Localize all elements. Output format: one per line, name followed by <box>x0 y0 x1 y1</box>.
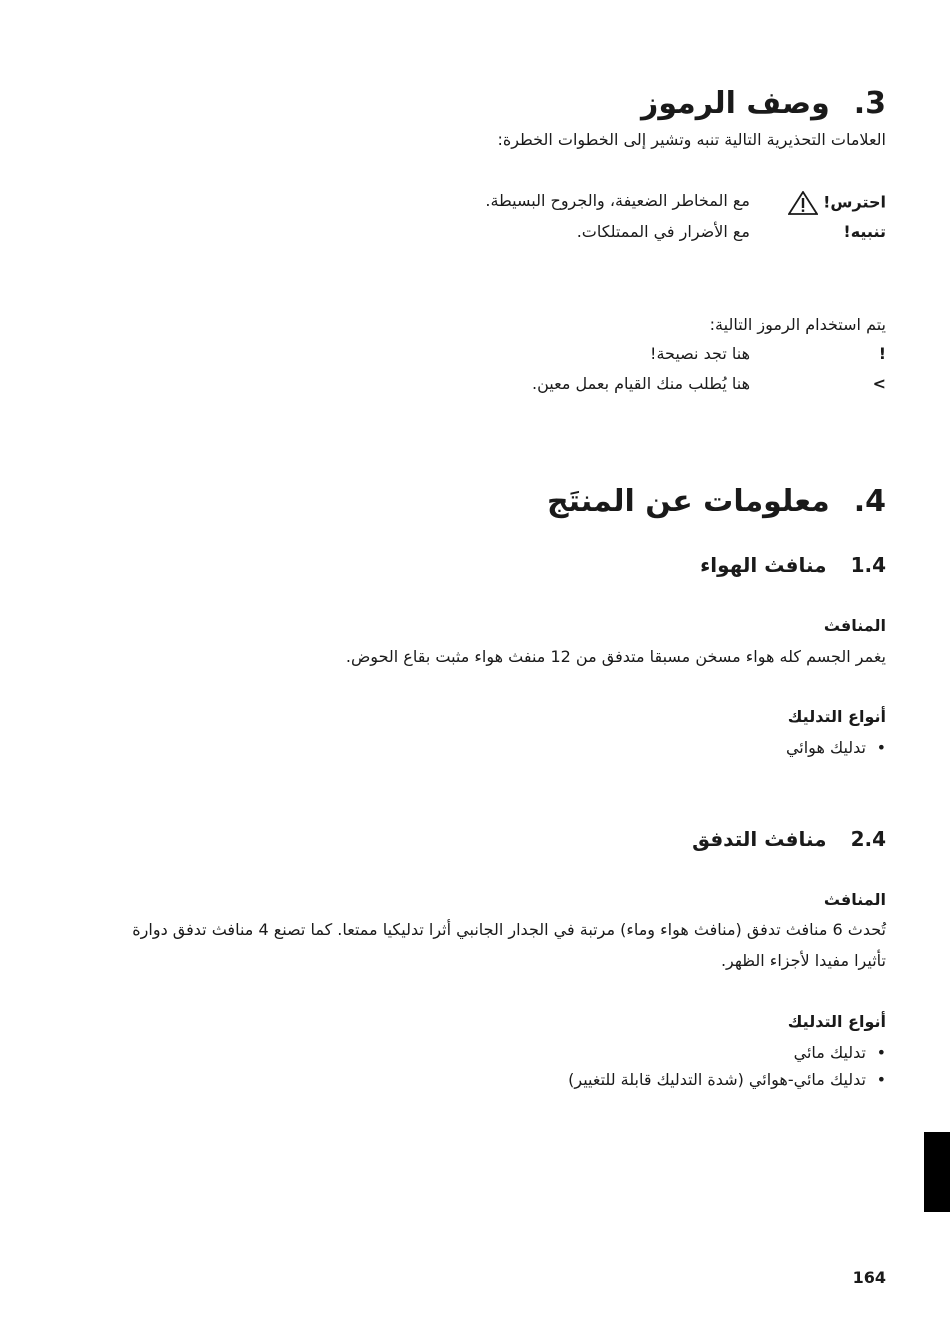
warning-row-caution <box>64 191 886 215</box>
section-3-intro: العلامات التحذيرية التالية تنبه وتشير إلى الخطوات الخطرة: <box>497 130 886 149</box>
subsection-4-2-heading <box>692 827 886 851</box>
warning-triangle-icon <box>788 191 818 215</box>
subsection-4-2-title: منافث التدفق <box>692 827 827 851</box>
symbol-row-tip <box>64 344 886 368</box>
page-number: 164 <box>852 1268 886 1287</box>
warning-row-notice <box>64 222 886 246</box>
sub2-types-heading: أنواع التدليك <box>787 1012 886 1031</box>
section-4-title: معلومات عن المنتَج <box>547 484 830 519</box>
sub2-nozzles-text-line2: تأثيرا مفيدا لأجزاء الظهر. <box>720 951 886 970</box>
list-item: • تدليك مائي <box>568 1043 886 1062</box>
symbol-action: > <box>872 374 886 393</box>
sub2-nozzles-heading: المنافث <box>823 890 886 909</box>
section-4-number: 4. <box>853 484 886 519</box>
section-3-number: 3. <box>853 86 886 121</box>
section-3-heading <box>641 86 886 121</box>
sub2-nozzles-text-line1: تُحدث 6 منافث تدفق (منافث هواء وماء) مرتبة في الجدار الجانبي أثرا تدليكيا ممتعا. كما تصنع 4 منافث تدفق دوارة <box>132 920 886 939</box>
symbol-action-text: هنا يُطلب منك القيام بعمل معين. <box>532 374 750 393</box>
symbol-tip: ! <box>878 344 886 363</box>
sub1-types-heading: أنواع التدليك <box>787 707 886 726</box>
symbol-tip-text: هنا تجد نصيحة! <box>650 344 750 363</box>
sub1-nozzles-heading: المنافث <box>823 616 886 635</box>
symbol-row-action <box>64 374 886 398</box>
sub2-types-list <box>568 1043 886 1097</box>
warning-text-caution: مع المخاطر الضعيفة، والجروح البسيطة. <box>485 191 750 210</box>
subsection-4-1-heading <box>700 553 886 577</box>
sub1-types-list <box>786 738 886 765</box>
list-item: • تدليك هوائي <box>786 738 886 757</box>
chapter-tab-marker <box>924 1132 950 1212</box>
symbols-intro: يتم استخدام الرموز التالية: <box>709 315 886 334</box>
warning-label-notice: تنبيه! <box>843 222 886 241</box>
warning-text-notice: مع الأضرار في الممتلكات. <box>576 222 750 241</box>
subsection-4-2-number: 2.4 <box>850 827 886 851</box>
warning-label-caution: احترس! <box>782 191 886 215</box>
subsection-4-1-title: منافث الهواء <box>700 553 827 577</box>
section-4-heading <box>547 484 886 519</box>
list-item: • تدليك مائي-هوائي (شدة التدليك قابلة للتغيير) <box>568 1070 886 1089</box>
section-3-title: وصف الرموز <box>641 86 830 121</box>
subsection-4-1-number: 1.4 <box>850 553 886 577</box>
sub1-nozzles-text: يغمر الجسم كله هواء مسخن مسبقا متدفق من 12 منفث هواء مثبت بقاع الحوض. <box>345 647 886 666</box>
